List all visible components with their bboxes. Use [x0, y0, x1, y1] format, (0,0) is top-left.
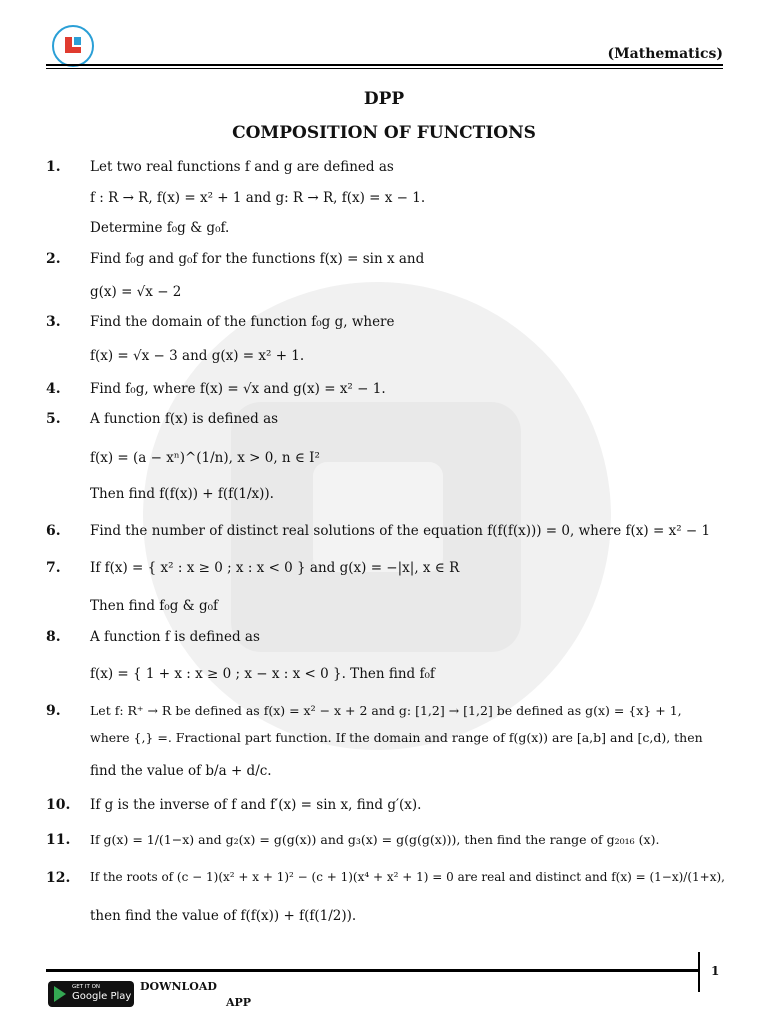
- question-text: Find f₀g and g₀f for the functions f(x) = sin x and: [90, 251, 425, 267]
- question-text: Then find f(f(x)) + f(f(1/x)).: [90, 486, 274, 502]
- play-store-icon: [54, 986, 66, 1002]
- question-number: 7.: [46, 560, 61, 576]
- question-text: Find the number of distinct real solutions of the equation f(f(f(x))) = 0, where f(x) = x² − 1: [90, 523, 711, 539]
- watermark-logo-center: [313, 462, 443, 572]
- question-text: where {,} =. Fractional part function. If the domain and range of f(g(x)) are [a,b] and [c,d), then: [90, 730, 703, 745]
- question-text: Let f: R⁺ → R be defined as f(x) = x² − x + 2 and g: [1,2] → [1,2] be defined as g(x) = {x} + 1,: [90, 703, 682, 718]
- question-number: 12.: [46, 870, 71, 886]
- question-text: Determine f₀g & g₀f.: [90, 220, 230, 236]
- question-number: 10.: [46, 797, 71, 813]
- question-number: 3.: [46, 314, 61, 330]
- question-text: find the value of b/a + d/c.: [90, 763, 272, 779]
- question-text: Then find f₀g & g₀f: [90, 598, 219, 614]
- question-text: then find the value of f(f(x)) + f(f(1/2)).: [90, 908, 357, 924]
- question-text: Let two real functions f and g are defined as: [90, 159, 394, 175]
- dpp-title: DPP: [363, 89, 405, 109]
- app-label: APP: [226, 996, 252, 1009]
- question-number: 6.: [46, 523, 61, 539]
- question-text: If the roots of (c − 1)(x² + x + 1)² − (c + 1)(x⁴ + x² + 1) = 0 are real and distinct and f(x) = (1−x)/(1+x),: [90, 870, 725, 884]
- question-number: 9.: [46, 703, 61, 719]
- question-text: A function f(x) is defined as: [90, 411, 279, 427]
- question-text: If g is the inverse of f and f′(x) = sin x, find g′(x).: [90, 797, 422, 813]
- question-text: A function f is defined as: [90, 629, 260, 645]
- google-play-badge[interactable]: [48, 981, 134, 1007]
- page-title: COMPOSITION OF FUNCTIONS: [232, 123, 536, 143]
- question-text: Find f₀g, where f(x) = √x and g(x) = x² − 1.: [90, 381, 386, 397]
- question-text: g(x) = √x − 2: [90, 284, 182, 300]
- brand-logo-icon: [63, 35, 83, 55]
- badge-small-text: GET IT ON: [72, 984, 101, 990]
- question-number: 2.: [46, 251, 61, 267]
- header-divider-thin: [46, 68, 723, 69]
- brand-logo: [52, 25, 94, 67]
- footer-divider-vertical: [698, 952, 700, 992]
- subject-label: (Mathematics): [607, 46, 723, 62]
- question-number: 5.: [46, 411, 61, 427]
- question-number: 11.: [46, 832, 71, 848]
- question-text: f(x) = (a − xⁿ)^(1/n), x > 0, n ∈ I²: [90, 450, 320, 466]
- page-number: 1: [711, 964, 720, 978]
- question-number: 1.: [46, 159, 61, 175]
- question-text: f(x) = { 1 + x : x ≥ 0 ; x − x : x < 0 }. Then find f₀f: [90, 666, 435, 682]
- question-text: Find the domain of the function f₀g g, where: [90, 314, 395, 330]
- question-text: If f(x) = { x² : x ≥ 0 ; x : x < 0 } and g(x) = −|x|, x ∈ R: [90, 560, 460, 576]
- question-text: If g(x) = 1/(1−x) and g₂(x) = g(g(x)) and g₃(x) = g(g(g(x))), then find the range of g₂₀₁₆ (x).: [90, 832, 660, 847]
- footer-divider: [46, 969, 698, 972]
- question-text: f : R → R, f(x) = x² + 1 and g: R → R, f(x) = x − 1.: [90, 190, 426, 206]
- question-number: 4.: [46, 381, 61, 397]
- question-number: 8.: [46, 629, 61, 645]
- header-divider: [46, 64, 723, 66]
- question-text: f(x) = √x − 3 and g(x) = x² + 1.: [90, 348, 305, 364]
- badge-store-name: Google Play: [72, 991, 132, 1002]
- download-label: DOWNLOAD: [140, 980, 217, 993]
